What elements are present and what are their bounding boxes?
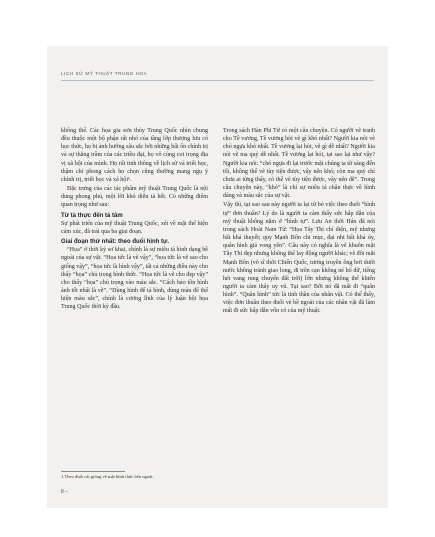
running-header: LỊCH SỬ MỸ THUẬT TRUNG HOA xyxy=(61,71,148,76)
section-heading: Từ tả thực đến tả tâm xyxy=(61,212,123,219)
left-paragraph-2: Đặc trưng của các tác phẩm mỹ thuật Trung Quốc là nội dung phong phú, một lời khó diễn tả hết. Có những điểm quan trọng như sau: xyxy=(61,186,208,209)
header-rule xyxy=(61,80,374,81)
footnote-rule xyxy=(61,471,125,472)
right-column xyxy=(223,127,375,317)
left-paragraph-4: “Họa” ở thời kỳ sơ khai, chính là sự miêu tả hình dạng bề ngoài của sự vật. “Họa tức là vẽ vậy”, “họa tức là vẽ sao cho giống vậy”, “họa tức là hình vậy”, tất cả những điều này cho thấy “họa” chủ trọng hình thức. “Họa tức là vẽ cho đẹp vậy” cho thấy “họa” chủ trọng vào màu sắc. “Cách bảo tồn hình ảnh tốt nhất là vẽ”. “Dùng hình để tả hình, dùng màu để thể hiện màu sắc”, chính là cương lĩnh của lý luận hội họa Trung Quốc thời kỳ đầu. xyxy=(61,247,208,311)
page-number: 8 – xyxy=(61,489,68,495)
right-paragraph-2: Vậy thì, tại sao sau này người ta lại từ bỏ việc theo đuổi “hình tự” đơn thuần? Lý do là người ta cảm thấy sức hấp dẫn của mỹ thuật không nằm ở “hình tự”. Lưu An thời Hán đã nói trong sách Hoài Nam Tử: “Họa Tây Thi chỉ diện, mỹ nhưng bất khả thuyết; quy Mạnh Bôn chi mục, đại nhi bất khả úy, quân hình giả vong yên”. Câu này có nghĩa là vẽ khuôn mặt Tây Thi đẹp nhưng không thể lay động người khác; vẽ đôi mắt Mạnh Bôn (võ sĩ thời Chiến Quốc, tương truyền ông bơi dưới nước không tránh giao long, đi trên cạn không né hổ dữ, tiếng hét vang rung chuyển đất trời) lớn nhưng không thể khiến người ta cảm thấy uy vũ. Tại sao? Bởi nó đã mất đi “quân hình”. “Quân hình” tức là tinh thần của nhân vật. Có thể thấy, việc đơn thuần theo đuổi vẻ bề ngoài của các nhân vật đã làm mất đi sức hấp dẫn vốn có của mỹ thuật. xyxy=(223,202,375,315)
left-paragraph-1: không thể. Các họa gia sơn thủy Trung Quốc nhìn chung đều thuộc một bộ phận rất nhỏ của tầng lớp thượng lưu có học thức, họ bị ảnh hưởng sâu sắc bởi những bất ổn chính trị và sự thăng trầm của các triều đại, họ vô cùng coi trọng địa vị xã hội của mình. Họ rất tinh thông về lịch sử và triết học, thậm chí phong cách họ chọn cũng thường mang ngụ ý chính trị, triết học và xã hội¹. xyxy=(61,128,208,183)
footnote: 1.Theo đuổi cái giống về mặt hình thức bên ngoài. xyxy=(61,474,154,479)
book-page xyxy=(47,46,388,508)
right-paragraph-1: Trong sách Hàn Phi Tử có một câu chuyện. Có người vẽ tranh cho Tề vương, Tề vương hỏi vẽ gì khó nhất? Người kia nói vẽ chó ngựa khó nhất. Tề vương lại hỏi, vẽ gì dễ nhất? Người kia nói vẽ ma quỷ dễ nhất. Tề vương lại hỏi, tại sao lại như vậy? Người kia nói: “chó ngựa đi lại trước mặt chúng ta từ sáng đến tối, không thể vẽ tùy tiện được, vậy nên khó; còn ma quỷ chỉ chưa ai từng thấy, có thể vẽ tùy tiện được, vậy nên dễ”. Trong câu chuyện này, “khó” là chỉ sự miêu tả chân thực về hình dáng và màu sắc của sự vật. xyxy=(223,128,375,200)
left-column xyxy=(61,127,208,312)
subsection-heading: Giai đoạn thứ nhất: theo đuổi hình tự. xyxy=(61,239,170,246)
left-paragraph-3: Sự phát triển của mỹ thuật Trung Quốc, xét về mặt thể hiện cảm xúc, đã trải qua ba giai đoạn. xyxy=(61,220,208,235)
